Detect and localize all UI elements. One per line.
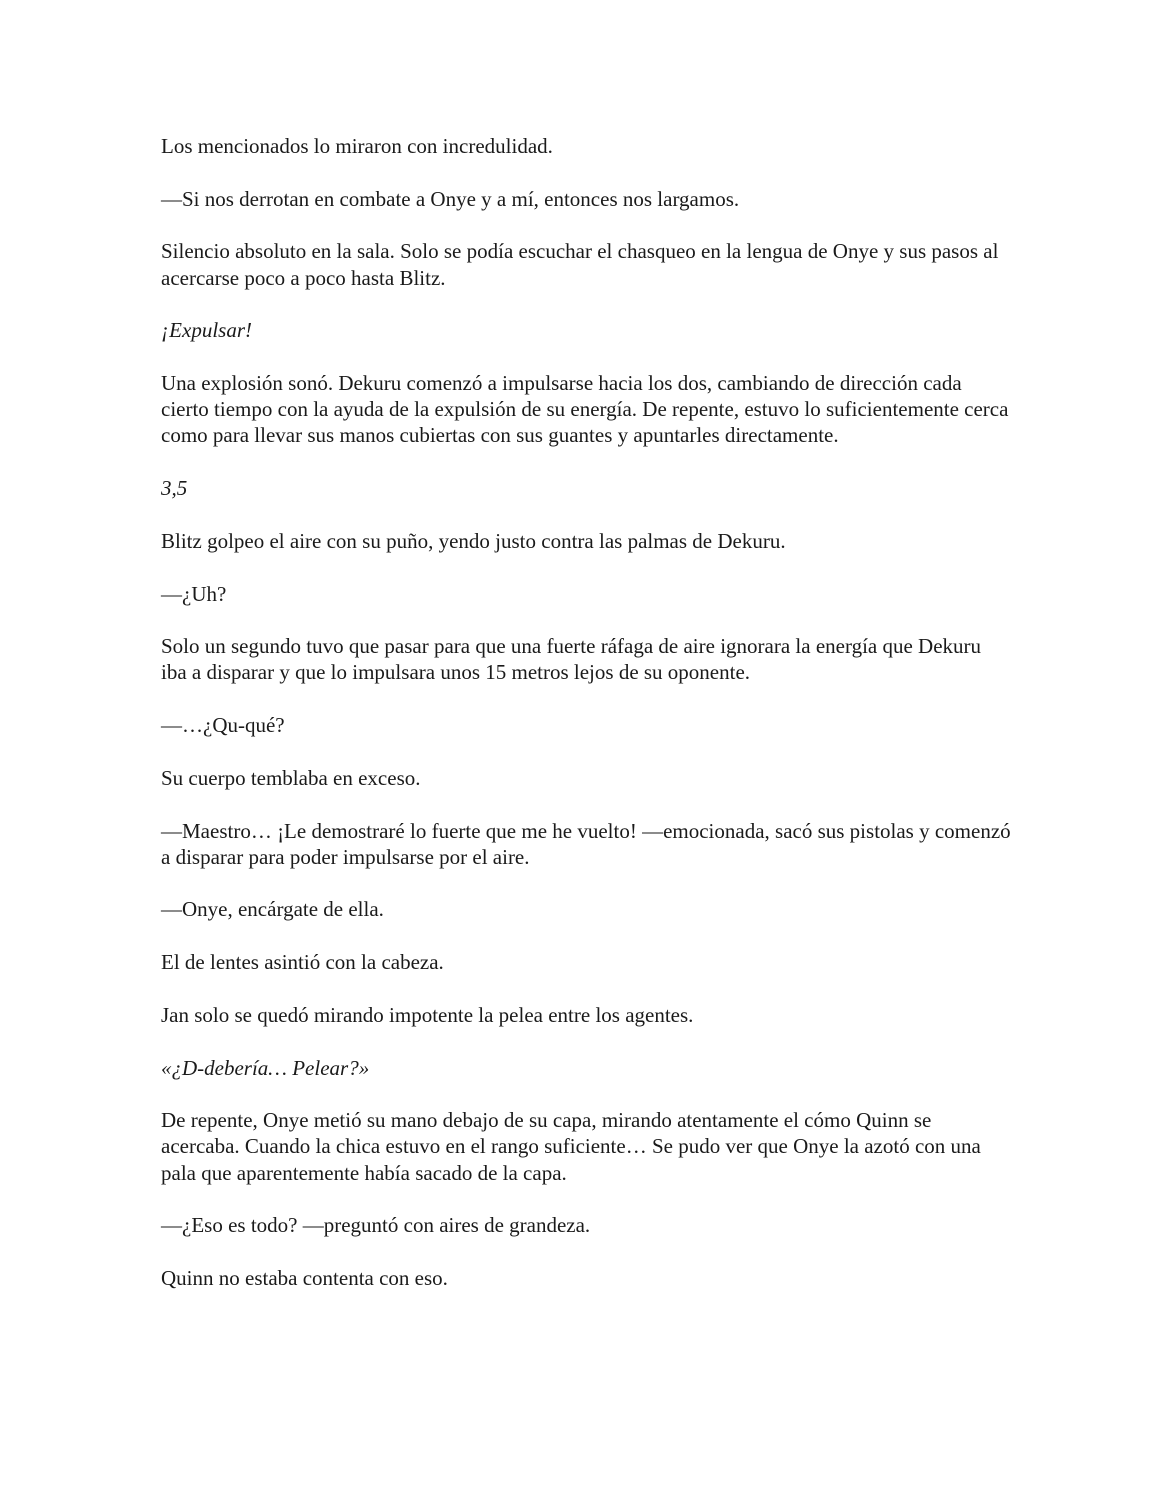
paragraph: El de lentes asintió con la cabeza. [161,950,444,975]
paragraph: —¿Uh? [161,581,227,606]
paragraph: —Si nos derrotan en combate a Onye y a mí, entonces nos largamos. [161,186,740,211]
paragraph-italic: 3,5 [161,476,188,501]
paragraph: Blitz golpeo el aire con su puño, yendo justo contra las palmas de Dekuru. [161,528,786,553]
paragraph: Solo un segundo tuvo que pasar para que una fuerte ráfaga de aire ignorara la energía que Dekuru iba a disparar y que lo impulsara unos 15 metros lejos de su oponente. [161,634,982,685]
paragraph: —Maestro… ¡Le demostraré lo fuerte que me he vuelto! —emocionada, sacó sus pistolas y comenzó a disparar para poder impulsarse por el aire. [161,818,1011,869]
paragraph: Una explosión sonó. Dekuru comenzó a impulsarse hacia los dos, cambiando de dirección cada cierto tiempo con la ayuda de la expulsión de su energía. De repente, estuvo lo suficientemente cerca como para llevar sus manos cubiertas con sus guantes y apuntarles directamente. [161,371,1009,448]
paragraph: Su cuerpo temblaba en exceso. [161,765,421,790]
paragraph: Silencio absoluto en la sala. Solo se podía escuchar el chasqueo en la lengua de Onye y sus pasos al acercarse poco a poco hasta Blitz. [161,239,999,290]
paragraph: Jan solo se quedó mirando impotente la pelea entre los agentes. [161,1002,694,1027]
paragraph: —…¿Qu-qué? [161,713,285,738]
paragraph-italic: «¿D-debería… Pelear?» [161,1055,370,1080]
paragraph: De repente, Onye metió su mano debajo de su capa, mirando atentamente el cómo Quinn se acercaba. Cuando la chica estuvo en el rango suficiente… Se pudo ver que Onye la azotó con una pala que aparentemente había sacado de la capa. [161,1108,981,1185]
paragraph: —¿Eso es todo? —preguntó con aires de grandeza. [161,1213,591,1238]
paragraph-italic: ¡Expulsar! [161,318,252,343]
body-text [161,133,1011,1318]
paragraph: —Onye, encárgate de ella. [161,897,384,922]
paragraph: Quinn no estaba contenta con eso. [161,1266,448,1291]
paragraph: Los mencionados lo miraron con incredulidad. [161,134,553,158]
